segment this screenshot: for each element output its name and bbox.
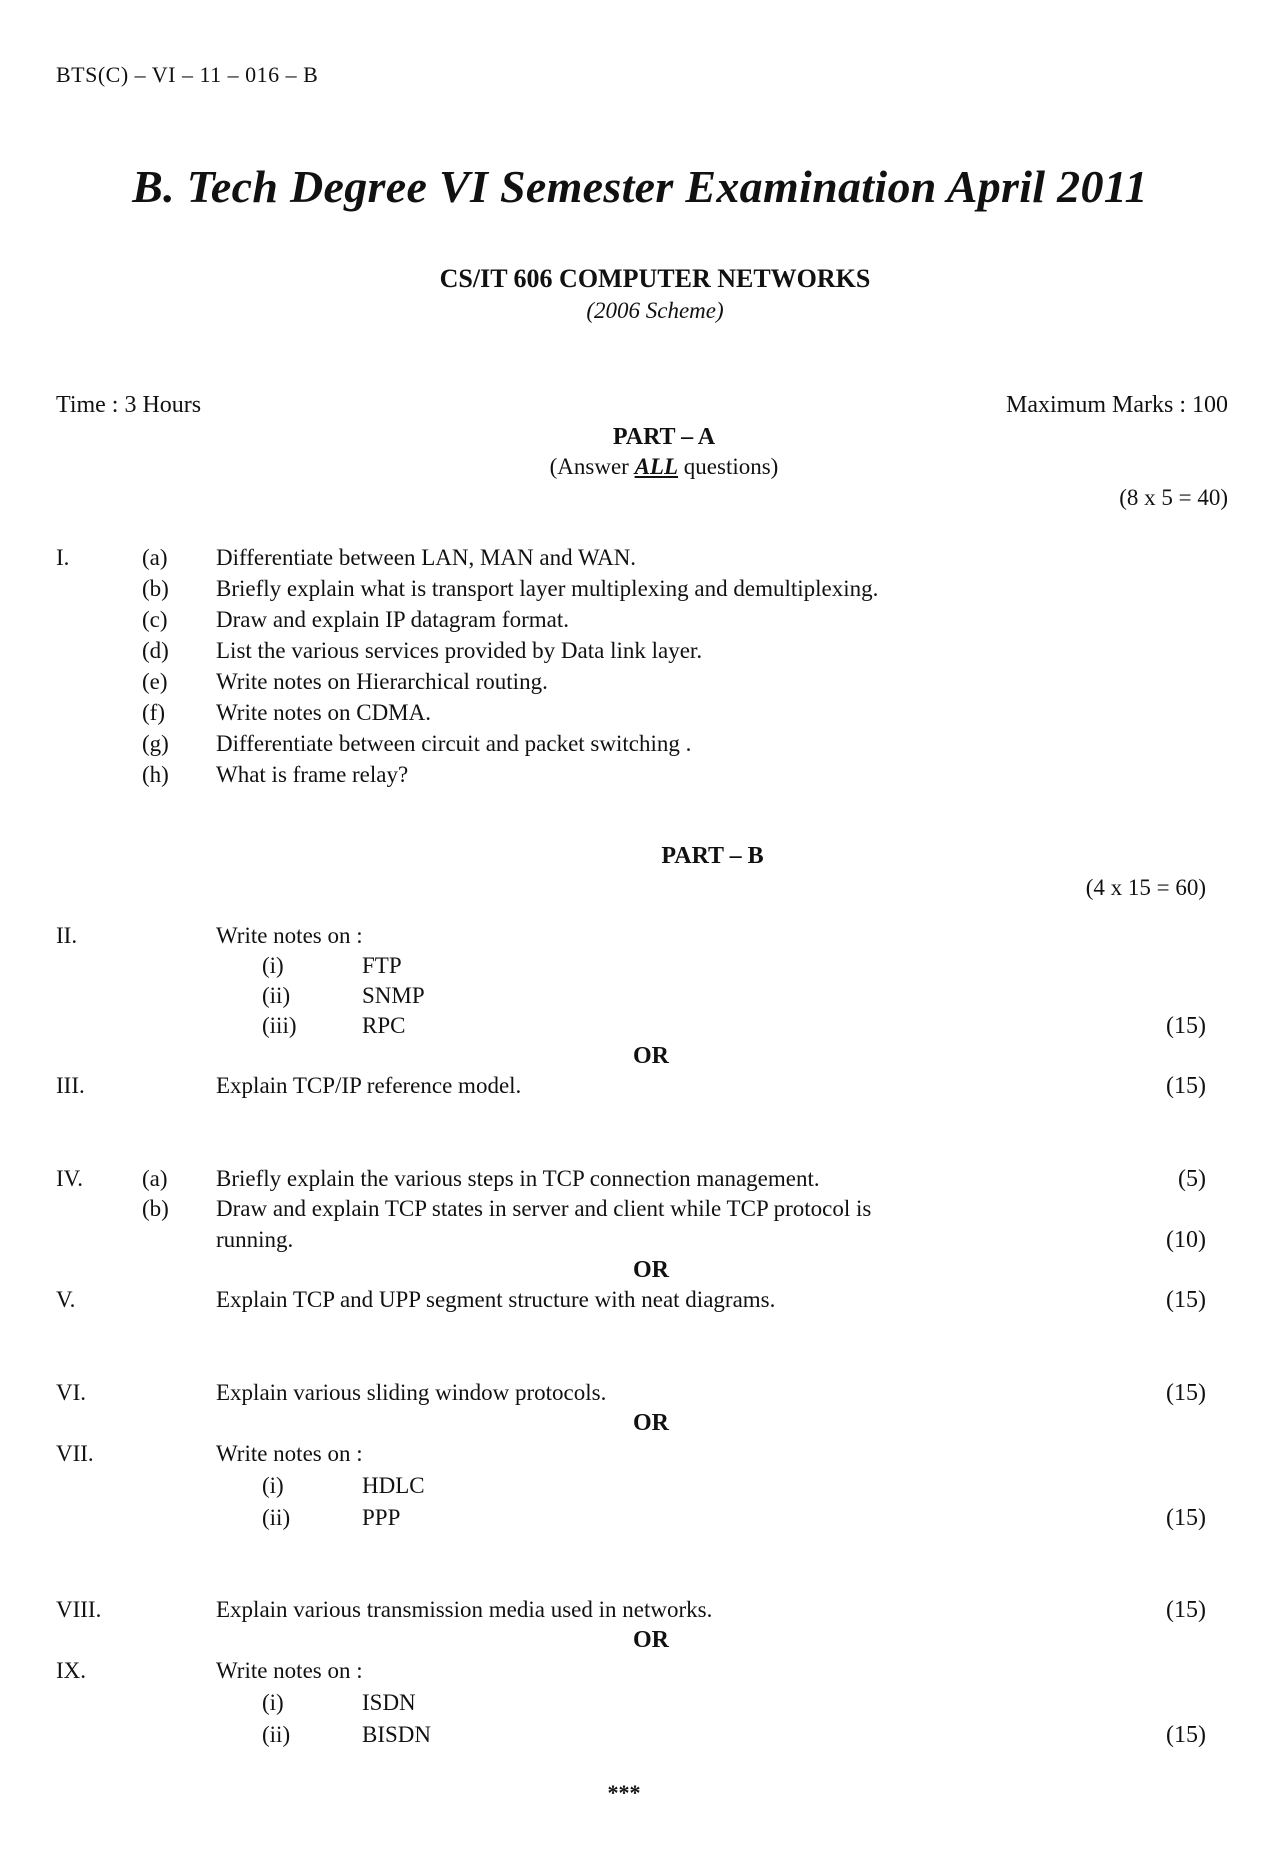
question-text: Differentiate between LAN, MAN and WAN. bbox=[216, 545, 637, 570]
question-text: Explain various transmission media used in networks. bbox=[216, 1597, 713, 1622]
question-text: Differentiate between circuit and packet switching . bbox=[216, 731, 692, 756]
question-text: Write notes on Hierarchical routing. bbox=[216, 669, 548, 694]
item-label: (iii) bbox=[262, 1013, 297, 1038]
question-text: List the various services provided by Data link layer. bbox=[216, 638, 703, 663]
item-text: FTP bbox=[362, 953, 402, 978]
marks-label: (15) bbox=[1166, 1073, 1206, 1099]
item-label: (b) bbox=[142, 1196, 169, 1221]
question-number: VII. bbox=[56, 1441, 94, 1466]
or-separator: OR bbox=[633, 1043, 669, 1069]
item-label: (d) bbox=[142, 638, 169, 663]
item-label: (b) bbox=[142, 576, 169, 601]
question-text: Briefly explain the various steps in TCP connection management. bbox=[216, 1166, 820, 1191]
question-number: VIII. bbox=[56, 1597, 102, 1622]
marks-label: (15) bbox=[1166, 1597, 1206, 1623]
item-label: (c) bbox=[142, 607, 168, 632]
question-text-continued: running. bbox=[216, 1227, 294, 1252]
item-label: (a) bbox=[142, 545, 168, 570]
item-label: (ii) bbox=[262, 1505, 291, 1530]
part-a-marks: (8 x 5 = 40) bbox=[1119, 485, 1228, 510]
question-text: Write notes on : bbox=[216, 923, 363, 948]
question-number: II. bbox=[56, 923, 78, 948]
item-text: PPP bbox=[362, 1505, 401, 1530]
question-text: Explain TCP and UPP segment structure with neat diagrams. bbox=[216, 1287, 776, 1312]
question-text: Briefly explain what is transport layer multiplexing and demultiplexing. bbox=[216, 576, 879, 601]
scheme-label: (2006 Scheme) bbox=[586, 298, 724, 323]
item-label: (i) bbox=[262, 1473, 284, 1498]
exam-title: B. Tech Degree VI Semester Examination April 2011 bbox=[132, 161, 1148, 212]
part-b-marks: (4 x 15 = 60) bbox=[1085, 875, 1206, 900]
marks-label: (15) bbox=[1166, 1505, 1206, 1531]
or-separator: OR bbox=[633, 1410, 669, 1436]
marks-label: (10) bbox=[1166, 1227, 1206, 1253]
question-number: V. bbox=[56, 1287, 76, 1312]
item-label: (a) bbox=[142, 1166, 168, 1191]
question-number: IX. bbox=[56, 1658, 87, 1683]
question-number: III. bbox=[56, 1073, 85, 1098]
question-text: Draw and explain TCP states in server and client while TCP protocol is bbox=[216, 1196, 872, 1221]
part-a-instruction: (Answer ALL questions) bbox=[549, 454, 779, 479]
item-text: SNMP bbox=[362, 983, 425, 1008]
item-text: ISDN bbox=[362, 1690, 416, 1715]
subject-title: CS/IT 606 COMPUTER NETWORKS bbox=[439, 264, 871, 293]
question-text: Draw and explain IP datagram format. bbox=[216, 607, 569, 632]
or-separator: OR bbox=[633, 1257, 669, 1283]
or-separator: OR bbox=[633, 1627, 669, 1653]
question-number: I. bbox=[56, 545, 70, 570]
marks-label: (15) bbox=[1166, 1287, 1206, 1313]
item-text: RPC bbox=[362, 1013, 406, 1038]
item-label: (ii) bbox=[262, 1722, 291, 1747]
marks-label: (15) bbox=[1166, 1722, 1206, 1748]
question-text: What is frame relay? bbox=[216, 762, 409, 787]
max-marks-label: Maximum Marks : 100 bbox=[1006, 392, 1228, 418]
question-text: Explain TCP/IP reference model. bbox=[216, 1073, 522, 1098]
item-label: (e) bbox=[142, 669, 168, 694]
paper-code: BTS(C) – VI – 11 – 016 – B bbox=[56, 62, 319, 87]
item-label: (i) bbox=[262, 1690, 284, 1715]
end-marker: *** bbox=[607, 1780, 641, 1805]
marks-label: (15) bbox=[1166, 1013, 1206, 1039]
item-label: (i) bbox=[262, 953, 284, 978]
item-label: (h) bbox=[142, 762, 169, 787]
part-b-title: PART – B bbox=[661, 843, 764, 869]
question-text: Write notes on : bbox=[216, 1441, 363, 1466]
item-text: HDLC bbox=[362, 1473, 425, 1498]
question-text: Explain various sliding window protocols. bbox=[216, 1380, 607, 1405]
item-label: (g) bbox=[142, 731, 169, 756]
marks-label: (5) bbox=[1178, 1166, 1206, 1192]
question-number: VI. bbox=[56, 1380, 87, 1405]
question-number: IV. bbox=[56, 1166, 84, 1191]
item-text: BISDN bbox=[362, 1722, 432, 1747]
item-label: (f) bbox=[142, 700, 165, 725]
part-a-title: PART – A bbox=[612, 424, 716, 450]
item-label: (ii) bbox=[262, 983, 291, 1008]
question-text: Write notes on : bbox=[216, 1658, 363, 1683]
marks-label: (15) bbox=[1166, 1380, 1206, 1406]
question-text: Write notes on CDMA. bbox=[216, 700, 431, 725]
time-label: Time : 3 Hours bbox=[56, 392, 202, 418]
